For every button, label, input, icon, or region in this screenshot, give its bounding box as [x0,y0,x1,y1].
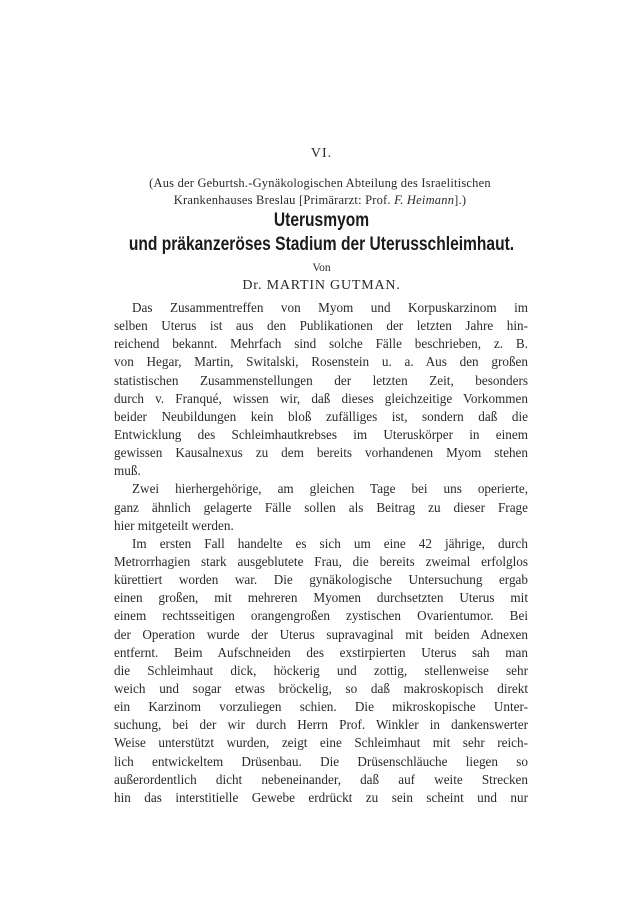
body-line: Im ersten Fall handelte es sich um eine 42 jährige, durch [132,535,528,551]
affiliation-chief-name: F. Heimann [394,193,455,207]
body-line: hier mitgeteilt werden. [114,517,234,533]
article-title-line-1: Uterusmyom [273,210,370,231]
body-line: die Schleimhaut dick, höckerig und zottig, stellenweise sehr [114,662,528,678]
body-line: reichend bekannt. Mehrfach sind solche Fälle beschrieben, z. B. [114,336,528,352]
body-line: ein Karzinom vorzuliegen schien. Die mikroskopische Unter- [114,699,528,715]
affiliation-line-1: (Aus der Geburtsh.-Gynäkologischen Abteilung des Israelitischen [149,176,491,190]
article-title-line-2: und präkanzeröses Stadium der Uterusschleimhaut. [128,234,515,255]
body-line: suchung, bei der wir durch Herrn Prof. Winkler in dankenswerter [114,717,528,733]
body-line: von Hegar, Martin, Switalski, Rosenstein u. a. Aus den großen [114,354,528,370]
body-line: Das Zusammentreffen von Myom und Korpuskarzinom im [132,300,528,315]
chapter-number: VI. [310,146,333,161]
affiliation-line-2-prefix: Krankenhauses Breslau [Primärarzt: Prof. [173,193,395,207]
body-line: einen großen, mit mehreren Myomen durchsetzten Uterus mit [114,590,528,606]
body-line: statistischen Zusammenstellungen der letzten Zeit, besonders [114,372,528,388]
body-line: außerordentlich dicht nebeneinander, daß auf weite Strecken [114,771,528,787]
body-line: hin das interstitielle Gewebe erdrückt zu sein scheint und nur [114,789,528,805]
body-line: weich und sogar etwas bröckelig, so daß makroskopisch direkt [114,680,528,696]
affiliation-line-2 [100,192,540,209]
body-line: einem rechtsseitigen orangengroßen zystischen Ovarientumor. Bei [114,608,528,624]
body-text [114,299,528,807]
body-line: der Operation wurde der Uterus supravaginal mit beiden Adnexen [114,626,528,642]
body-line: Entwicklung des Schleimhautkrebses im Uteruskörper in einem [114,426,528,442]
body-line: gewissen Kausalnexus zu dem bereits vorhandenen Myom stehen [114,445,528,461]
author-name: Dr. MARTIN GUTMAN. [242,278,401,293]
body-line: kürettiert worden war. Die gynäkologische Untersuchung ergab [114,572,528,588]
body-line: ganz ähnlich gelagerte Fälle sollen als Beitrag zu dieser Frage [114,499,528,515]
body-line: lich entwickeltem Drüsenbau. Die Drüsenschläuche liegen so [114,753,528,769]
byline-von: Von [312,262,331,274]
body-line: Metrorrhagien stark ausgeblutete Frau, die bereits zweimal erfolglos [114,553,528,569]
body-line: Weise unterstützt wurden, zeigt eine Schleimhaut mit sehr reich- [114,735,528,751]
body-line: entfernt. Beim Aufschneiden des exstirpierten Uterus sah man [114,644,528,660]
affiliation [100,175,540,209]
body-line: Zwei hierhergehörige, am gleichen Tage bei uns operierte, [132,481,528,497]
body-line: durch v. Franqué, wissen wir, daß dieses gleichzeitige Vorkommen [114,390,528,406]
body-line: muß. [114,463,141,479]
body-line: beider Neubildungen kein bloß zufälliges ist, sondern daß die [114,408,528,424]
body-line: selben Uterus ist aus den Publikationen der letzten Jahre hin- [114,318,528,334]
affiliation-line-2-suffix: ].) [454,193,467,207]
